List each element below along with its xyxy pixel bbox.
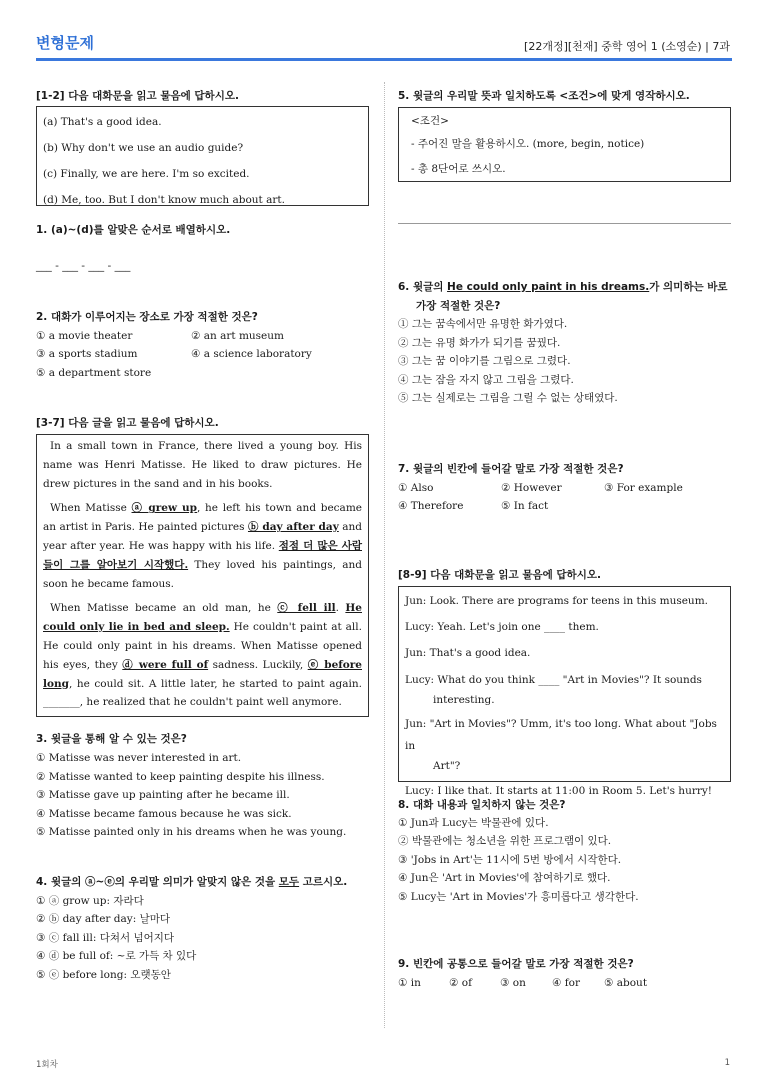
passage-box	[36, 434, 369, 717]
question-1-stem: 1. (a)~(d)를 알맞은 순서로 배열하시오.	[36, 224, 231, 236]
condition-title: <조건>	[411, 115, 449, 127]
question-3-options	[36, 749, 369, 842]
dialog-box-8-9	[398, 586, 731, 797]
page-number: 1	[724, 1058, 730, 1068]
section-heading-3-7: [3-7] 다음 글을 읽고 물음에 답하시오.	[36, 417, 219, 429]
dialog-line-cont: Art"?	[433, 759, 461, 772]
question-5-stem: 5. 윗글의 우리말 뜻과 일치하도록 <조건>에 맞게 영작하시오.	[398, 90, 690, 102]
option[interactable]: ④ 그는 잠을 자지 않고 그림을 그렸다.	[398, 373, 574, 386]
underline-b: ⓑ day after day	[247, 521, 339, 534]
right-column	[398, 88, 731, 993]
dialog-line: Lucy: Yeah. Let's join one ____ them.	[405, 620, 599, 633]
dialog-line: (d) Me, too. But I don't know much about art.	[43, 194, 285, 206]
question-9-stem: 9. 빈칸에 공통으로 들어갈 말로 가장 적절한 것은?	[398, 958, 634, 970]
question-2-options	[36, 327, 369, 383]
option[interactable]: ② 박물관에는 청소년을 위한 프로그램이 있다.	[398, 835, 612, 847]
option[interactable]: ③ on	[500, 977, 526, 989]
question-7-stem: 7. 윗글의 빈칸에 들어갈 말로 가장 적절한 것은?	[398, 462, 624, 475]
option[interactable]: ② Matisse wanted to keep painting despite his illness.	[36, 770, 325, 783]
question-6-stem-cont: 가장 적절한 것은?	[416, 300, 501, 312]
footer-session: 1회차	[36, 1060, 58, 1070]
option[interactable]: ① ⓐ grow up: 자라다	[36, 894, 144, 907]
header-rule	[36, 58, 732, 61]
option[interactable]: ⑤ about	[604, 977, 648, 989]
dialog-line: (a) That's a good idea.	[43, 116, 162, 128]
option[interactable]: ④ Jun은 'Art in Movies'에 참여하기로 했다.	[398, 872, 611, 884]
question-3-stem: 3. 윗글을 통해 알 수 있는 것은?	[36, 733, 187, 745]
option[interactable]: ① in	[398, 977, 421, 989]
question-4-stem: 4. 윗글의 ⓐ~ⓔ의 우리말 의미가 알맞지 않은 것을 모두 고르시오.	[36, 875, 348, 888]
dialog-line: Lucy: What do you think ____ "Art in Movies"? It sounds	[405, 673, 702, 686]
passage-paragraph-1: In a small town in France, there lived a young boy. His name was Henri Matisse. He liked to draw pictures. He drew pictures in the sand and in his books.	[43, 440, 362, 490]
underline-a: ⓐ grew up	[131, 502, 197, 515]
option[interactable]: ① 그는 꿈속에서만 유명한 화가였다.	[398, 318, 568, 330]
question-9-options	[398, 974, 731, 993]
question-6-stem: 6. 윗글의 He could only paint in his dreams.가 의미하는 바로	[398, 281, 728, 293]
question-4-options	[36, 892, 369, 985]
condition-box	[398, 107, 731, 182]
option[interactable]: ② ⓑ day after day: 날마다	[36, 913, 170, 925]
passage-paragraph-2: When Matisse ⓐ grew up, he left his town and became an artist in Paris. He painted pictures ⓑ day after day and year after year. He was happy with his life. 점점 더 많은 사람들이 그를 알아보기 시작했다. They loved his paintings, and soon he became famous.	[43, 502, 362, 590]
section-heading-8-9: [8-9] 다음 대화문을 읽고 물음에 답하시오.	[398, 568, 601, 581]
option[interactable]: ⑤ 그는 실제로는 그림을 그릴 수 없는 상태였다.	[398, 392, 618, 404]
course-label: [22개정][천재] 중학 영어 1 (소영순) | 7과	[524, 40, 730, 53]
option[interactable]: ④ a science laboratory	[191, 348, 312, 360]
option[interactable]: ③ 'Jobs in Art'는 11시에 5번 방에서 시작한다.	[398, 853, 622, 866]
question-8-options	[398, 814, 731, 907]
question-2-stem: 2. 대화가 이루어지는 장소로 가장 적절한 것은?	[36, 310, 258, 323]
option[interactable]: ① Also	[398, 481, 434, 494]
option[interactable]: ④ ⓓ be full of: ~로 가득 차 있다	[36, 950, 197, 962]
korean-target-sentence: 점점 더 많은 사람들이 그를 알아보기 시작했다.	[43, 539, 362, 571]
dialog-line: Jun: That's a good idea.	[405, 646, 531, 659]
section-heading-1-2: [1-2] 다음 대화문을 읽고 물음에 답하시오.	[36, 90, 239, 102]
condition-item: - 총 8단어로 쓰시오.	[411, 163, 506, 175]
underline-d: ⓓ were full of	[122, 658, 209, 671]
option[interactable]: ① Jun과 Lucy는 박물관에 있다.	[398, 816, 549, 829]
underline-all: 모두	[278, 875, 300, 888]
option[interactable]: ⑤ Lucy는 'Art in Movies'가 흥미롭다고 생각한다.	[398, 890, 639, 903]
dialog-line: (c) Finally, we are here. I'm so excited.	[43, 168, 250, 180]
option[interactable]: ⑤ a department store	[36, 366, 152, 379]
option[interactable]: ② an art museum	[191, 329, 284, 342]
question-6-options	[398, 315, 731, 408]
option[interactable]: ② 그는 유명 화가가 되기를 꿈꿨다.	[398, 336, 561, 349]
underline-e: ⓔ before long	[43, 658, 362, 690]
option[interactable]: ④ for	[552, 977, 580, 989]
option[interactable]: ① Matisse was never interested in art.	[36, 752, 242, 764]
option[interactable]: ③ 그는 꿈 이야기를 그림으로 그렸다.	[398, 355, 571, 367]
option[interactable]: ⑤ ⓔ before long: 오랫동안	[36, 968, 171, 981]
dialog-line: Jun: Look. There are programs for teens in this museum.	[405, 594, 708, 607]
option[interactable]: ④ Matisse became famous because he was sick.	[36, 807, 292, 820]
underline-q6: He could only paint in his dreams.	[447, 281, 650, 293]
question-7-options	[398, 479, 731, 516]
page-title: 변형문제	[36, 34, 94, 52]
option[interactable]: ② However	[501, 481, 562, 494]
option[interactable]: ③ Matisse gave up painting after he became ill.	[36, 789, 290, 801]
question-8-stem: 8. 대화 내용과 일치하지 않는 것은?	[398, 798, 566, 811]
dialog-line: Jun: "Art in Movies"? Umm, it's too long. What about "Jobs in	[405, 717, 717, 752]
option[interactable]: ③ a sports stadium	[36, 348, 138, 360]
dialog-box-1-2	[36, 106, 369, 206]
option[interactable]: ③ For example	[604, 481, 683, 494]
answer-line[interactable]	[398, 223, 731, 224]
answer-blanks[interactable]: ___ - ___ - ___ - ___	[36, 260, 131, 272]
dialog-line: Lucy: I like that. It starts at 11:00 in Room 5. Let's hurry!	[405, 784, 713, 797]
underline-q6-sentence: He could only lie in bed and sleep.	[43, 602, 362, 634]
option[interactable]: ③ ⓒ fall ill: 다쳐서 넘어지다	[36, 931, 175, 944]
underline-c: ⓒ fell ill	[277, 602, 336, 615]
option[interactable]: ④ Therefore	[398, 500, 464, 512]
dialog-line-cont: interesting.	[433, 693, 495, 706]
option[interactable]: ① a movie theater	[36, 329, 133, 342]
passage-paragraph-3: When Matisse became an old man, he ⓒ fell ill. He could only lie in bed and sleep. He couldn't paint at all. He could only paint in his dreams. When Matisse opened his eyes, they ⓓ were full of sadness. Luckily, ⓔ before long, he could sit. A little later, he started to paint again. _______, he realized that he couldn't paint well anymore.	[43, 602, 362, 709]
option[interactable]: ② of	[449, 977, 472, 989]
left-column	[36, 88, 369, 984]
option[interactable]: ⑤ Matisse painted only in his dreams when he was young.	[36, 826, 347, 838]
condition-item: - 주어진 말을 활용하시오. (more, begin, notice)	[411, 138, 645, 150]
dialog-line: (b) Why don't we use an audio guide?	[43, 142, 244, 154]
column-divider	[384, 82, 385, 1028]
option[interactable]: ⑤ In fact	[501, 500, 549, 512]
